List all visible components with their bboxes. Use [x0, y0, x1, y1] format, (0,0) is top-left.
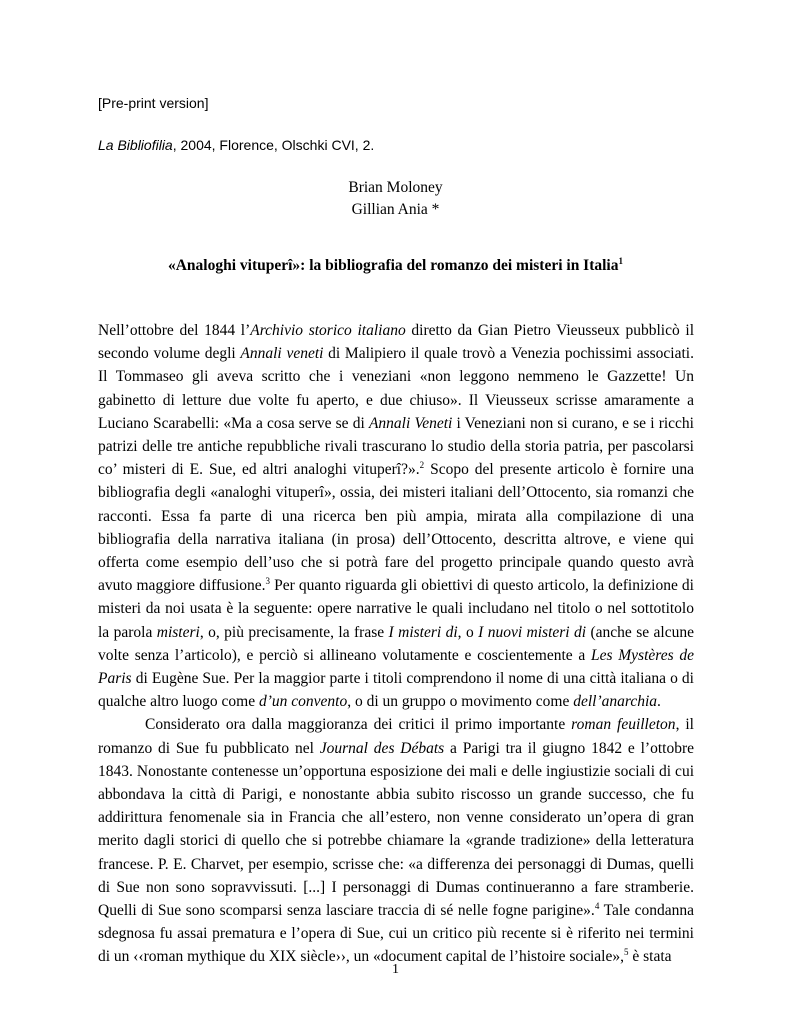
text-run: , o	[457, 623, 479, 641]
italic-text: d’un convento	[258, 693, 348, 711]
italic-text: roman feuilleton	[571, 716, 676, 734]
text-run: (anche se alcune volte senza l’articolo), e perciò si allineano volutamente e coscientemente a	[98, 623, 694, 664]
text-run: i Veneziani non si curano, e se i ricchi patrizi delle tre antiche repubbliche rivali trascurano lo studio della storia patria, per pascolarsi co’ misteri di E. Sue, ed altri analoghi vituperî?».	[98, 414, 694, 479]
italic-text: Journal des Débats	[319, 739, 445, 757]
text-run: Per quanto riguarda gli obiettivi di questo articolo, la definizione di misteri da noi usata è la seguente: opere narrative le quali includano nel titolo o nel sottotitolo la parola	[98, 577, 694, 641]
author-name: Gillian Ania *	[351, 201, 440, 218]
italic-text: Annali Veneti	[368, 414, 453, 432]
text-run: Tale condanna sdegnosa fu assai prematura e l’opera di Sue, cui un critico più recente si è riferito nei termini di un ‹‹roman mythique du XIX siècle››, un «document capital de l’histoire sociale»,	[98, 902, 695, 966]
footnote-marker: 5	[624, 947, 629, 958]
body-paragraph	[98, 713, 694, 968]
page-number: 1	[392, 962, 399, 977]
italic-text: I nuovi misteri di	[478, 623, 587, 641]
preprint-label: [Pre-print version]	[98, 95, 209, 111]
author-name: Brian Moloney	[348, 179, 443, 196]
italic-text: misteri	[156, 623, 200, 641]
text-run: a Parigi tra il giugno 1842 e l’ottobre 1843. Nonostante contenesse un’opportuna esposizione dei mali e delle ingiustizie sociali di cui abbondava la città di Parigi, e nonostante abbia subito riscosso un grande successo, che fu addirittura fenomenale sia in Francia che all’estero, non venne considerato un’opera di gran merito dagli storici di quello che si potrebbe chiamare la «grande tradizione» della letteratura francese. P. E. Charvet, per esempio, scrisse che: «a differenza dei personaggi di Dumas, quelli di Sue non sono sopravvissuti. [...] I personaggi di Dumas continueranno a fare stramberie. Quelli di Sue sono scomparsi senza lasciare traccia di sé nelle fogne parigine».	[98, 739, 694, 920]
italic-text: Les Mystères de Paris	[98, 646, 695, 688]
body-paragraph	[98, 319, 694, 713]
citation-rest: , 2004, Florence, Olschki CVI, 2.	[172, 137, 375, 153]
title-footnote-marker: 1	[618, 255, 623, 266]
text-run: Considerato ora dalla maggioranza dei critici il primo importante	[145, 716, 572, 734]
italic-text: I misteri di	[388, 623, 458, 641]
text-run: , o di un gruppo o movimento come	[347, 693, 574, 711]
text-run: .	[657, 693, 661, 711]
text-run: è stata	[628, 948, 672, 966]
text-run: di Eugène Sue. Per la maggior parte i titoli comprendono il nome di una città italiana o di qualche altro luogo come	[98, 670, 694, 711]
footnote-marker: 4	[594, 900, 600, 911]
author-block	[0, 177, 791, 221]
text-run: di Malipiero il quale trovò a Venezia pochissimi associati. Il Tommaseo gli aveva scritto che i veneziani «non leggono nemmeno le Gazzette! Un gabinetto di letture due volte fu aperto, e due chiuso». Il Vieusseux scrisse amaramente a Luciano Scarabelli: «Ma a cosa serve se di	[98, 345, 694, 432]
text-run: Nell’ottobre del 1844 l’	[98, 322, 251, 339]
article-title	[0, 257, 791, 275]
text-run: Scopo del presente articolo è fornire una bibliografia degli «analoghi vituperî», ossia, dei misteri italiani dell’Ottocento, sia romanzi che racconti. Essa fa parte di una ricerca ben più ampia, mirata alla compilazione di una bibliografia della narrativa italiana (in prosa) dell’Ottocento, descritta altrove, e viene qui offerta come esempio dell’uso che si potrà fare del progetto principale quando questo avrà avuto maggiore diffusione.	[98, 461, 694, 595]
italic-text: Annali veneti	[240, 345, 324, 363]
italic-text: Archivio storico italiano	[250, 322, 406, 339]
footnote-marker: 3	[265, 576, 271, 587]
article-title-text: «Analoghi vituperî»: la bibliografia del romanzo dei misteri in Italia	[167, 257, 619, 274]
italic-text: dell’anarchia	[573, 693, 658, 711]
body-text	[98, 319, 694, 969]
text-run: , il romanzo di Sue fu pubblicato nel	[98, 716, 694, 757]
citation-journal: La Bibliofilia	[98, 137, 173, 153]
text-run: diretto da Gian Pietro Vieusseux pubblicò il secondo volume degli	[98, 322, 694, 363]
text-run: , o, più precisamente, la frase	[199, 623, 389, 641]
citation-line	[98, 137, 374, 153]
footnote-marker: 2	[419, 460, 425, 471]
